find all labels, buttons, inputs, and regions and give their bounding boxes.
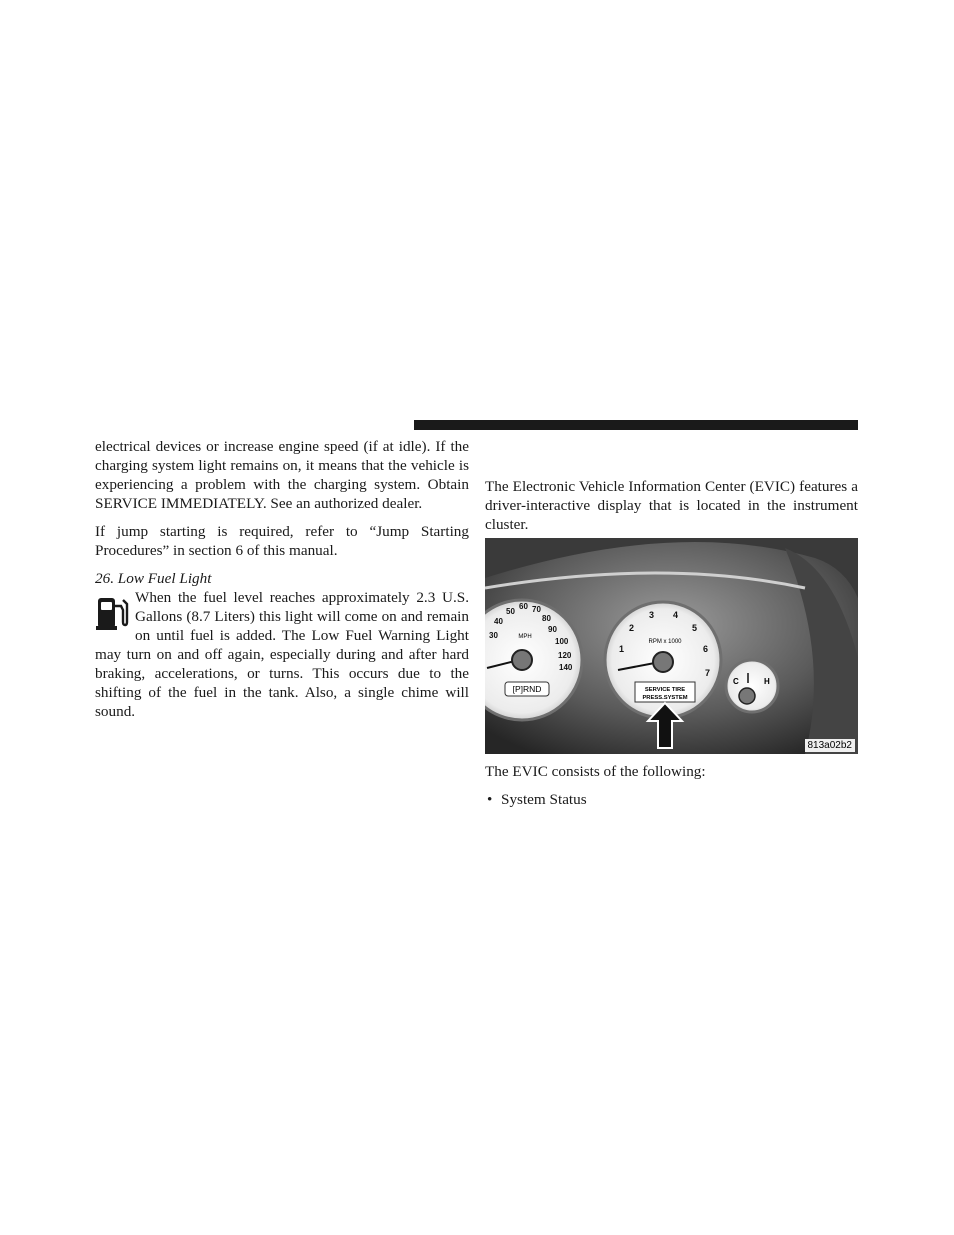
display-line-2: PRESS.SYSTEM bbox=[642, 695, 688, 701]
gear-indicator: [P]RND bbox=[512, 684, 542, 694]
tach-tick: 1 bbox=[619, 644, 625, 654]
temp-cold-label: C bbox=[733, 677, 739, 686]
evic-list bbox=[485, 790, 858, 809]
tach-tick: 5 bbox=[692, 623, 698, 633]
display-line-1: SERVICE TIRE bbox=[644, 687, 686, 693]
instrument-cluster-illustration bbox=[485, 538, 858, 754]
speedo-tick: 140 bbox=[559, 663, 573, 672]
jump-start-paragraph: If jump starting is required, refer to “Jump Starting Procedures” in section 6 of this manual. bbox=[95, 523, 469, 559]
speedo-tick: 80 bbox=[542, 614, 551, 623]
speedo-tick: 50 bbox=[506, 607, 515, 616]
evic-intro: The Electronic Vehicle Information Center (EVIC) features a driver-interactive display that is located in the instrument cluster. bbox=[485, 478, 858, 533]
speedo-tick: 30 bbox=[489, 631, 498, 640]
left-column bbox=[95, 437, 469, 721]
figure-id: 813a02b2 bbox=[805, 739, 856, 752]
tachometer-gauge bbox=[605, 602, 721, 718]
tach-unit: RPM x 1000 bbox=[648, 639, 682, 645]
right-column bbox=[485, 477, 858, 809]
speedo-tick: 120 bbox=[558, 651, 572, 660]
tach-tick: 7 bbox=[705, 668, 711, 678]
tach-tick: 4 bbox=[673, 610, 679, 620]
speedo-tick: 40 bbox=[494, 617, 503, 626]
evic-list-intro: The EVIC consists of the following: bbox=[485, 763, 706, 780]
tach-tick: 6 bbox=[703, 644, 709, 654]
tach-tick: 2 bbox=[629, 623, 635, 633]
fuel-pump-icon bbox=[95, 592, 129, 632]
speedo-tick: 70 bbox=[532, 605, 541, 614]
low-fuel-block bbox=[95, 588, 469, 721]
list-item: • System Status bbox=[485, 790, 858, 809]
speedo-unit: MPH bbox=[518, 634, 532, 640]
low-fuel-paragraph: When the fuel level reaches approximately 2.3 U.S. Gallons (8.7 Liters) this light will come on and remain on until fuel is added. The Low Fuel Warning Light may turn on and off again, especially during and after hard braking, accelerations, or turns. This occurs due to the shifting of the fuel in the tank. Also, a single chime will sound. bbox=[95, 589, 469, 720]
speedo-tick: 100 bbox=[555, 637, 569, 646]
tach-tick: 3 bbox=[649, 610, 655, 620]
temp-hot-label: H bbox=[764, 677, 770, 686]
instrument-cluster-figure bbox=[485, 538, 858, 754]
speedo-tick: 90 bbox=[548, 625, 557, 634]
temperature-gauge bbox=[726, 660, 778, 712]
speedo-tick: 60 bbox=[519, 602, 528, 611]
low-fuel-heading: 26. Low Fuel Light bbox=[95, 570, 212, 587]
section-header-bar bbox=[414, 420, 858, 430]
charging-paragraph: electrical devices or increase engine speed (if at idle). If the charging system light remains on, it means that the vehicle is experiencing a problem with the charging system. Obtain SERVICE IMMEDIATELY. See an authorized dealer. bbox=[95, 438, 469, 512]
